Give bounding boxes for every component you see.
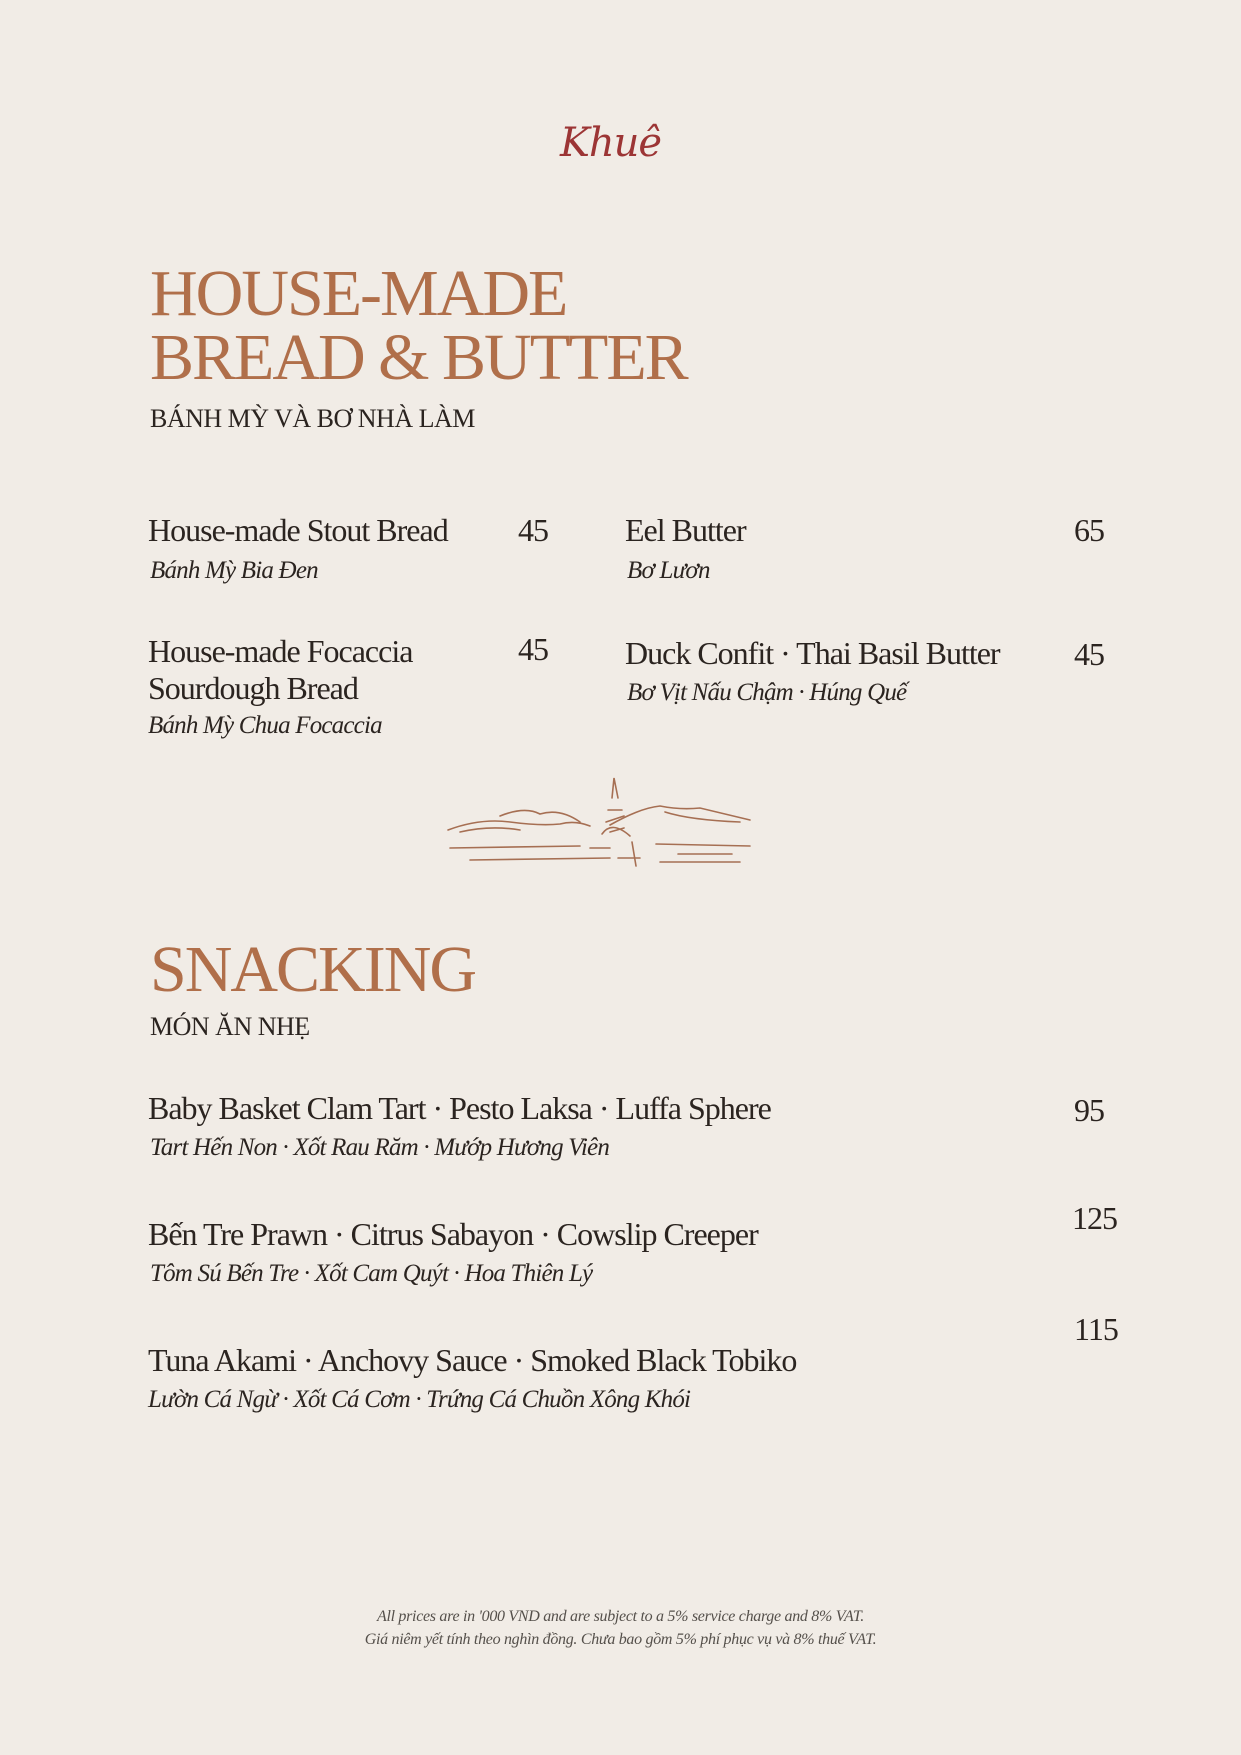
menu-item-vietnamese: Tôm Sú Bến Tre · Xốt Cam Quýt · Hoa Thiên Lý — [150, 1260, 593, 1287]
menu-item-name: House-made Focaccia Sourdough Bread — [148, 633, 413, 706]
landscape-sketch-icon — [440, 770, 780, 884]
restaurant-logo — [560, 120, 661, 166]
menu-item-price: 125 — [1072, 1200, 1117, 1236]
menu-item-name: House-made Stout Bread — [148, 512, 448, 548]
logo-text: Khuê — [560, 120, 662, 166]
menu-item-name: Baby Basket Clam Tart · Pesto Laksa · Luffa Sphere — [148, 1090, 771, 1126]
footer-note-vietnamese: Giá niêm yết tính theo nghìn đồng. Chưa bao gồm 5% phí phục vụ và 8% thuế VAT. — [364, 1631, 877, 1648]
footer-note-english: All prices are in '000 VND and are subject to a 5% service charge and 8% VAT. — [376, 1608, 865, 1625]
menu-item-vietnamese: Bánh Mỳ Bia Đen — [150, 557, 318, 584]
section-subtitle-bread: BÁNH MỲ VÀ BƠ NHÀ LÀM — [150, 404, 475, 433]
menu-item-name: Tuna Akami · Anchovy Sauce · Smoked Black Tobiko — [148, 1342, 797, 1378]
menu-item-price: 95 — [1074, 1092, 1104, 1128]
section-title-bread: HOUSE-MADE BREAD & BUTTER — [150, 257, 687, 394]
menu-item-vietnamese: Bánh Mỳ Chua Focaccia — [148, 712, 382, 739]
menu-item-price: 45 — [518, 631, 548, 667]
section-title-snacking: SNACKING — [150, 933, 476, 1006]
menu-item-vietnamese: Tart Hến Non · Xốt Rau Răm · Mướp Hương Viên — [150, 1134, 610, 1161]
section-subtitle-snacking: MÓN ĂN NHẸ — [150, 1012, 310, 1041]
menu-item-vietnamese: Bơ Vịt Nấu Chậm · Húng Quế — [627, 679, 907, 706]
menu-item-vietnamese: Bơ Lươn — [627, 557, 710, 584]
menu-item-vietnamese: Lườn Cá Ngừ · Xốt Cá Cơm · Trứng Cá Chuồn Xông Khói — [148, 1386, 691, 1413]
menu-item-name: Bến Tre Prawn · Citrus Sabayon · Cowslip Creeper — [148, 1216, 758, 1252]
menu-item-name: Eel Butter — [625, 512, 746, 548]
menu-item-name: Duck Confit · Thai Basil Butter — [625, 635, 1000, 671]
menu-item-price: 115 — [1074, 1311, 1118, 1347]
menu-item-price: 45 — [1074, 636, 1104, 672]
menu-item-price: 65 — [1074, 512, 1104, 548]
menu-item-price: 45 — [518, 512, 548, 548]
